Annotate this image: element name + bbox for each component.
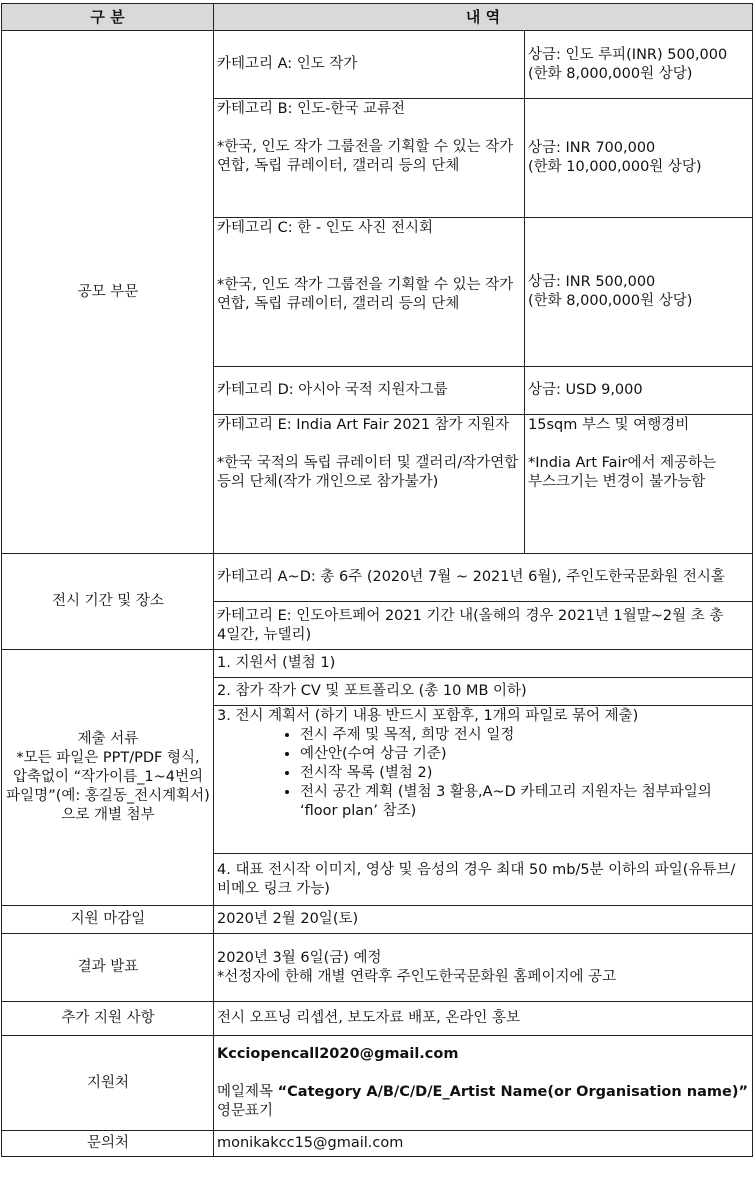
list-item: • 전시 공간 계획 (별첨 3 활용,A~D 카테고리 지원자는 첨부파일의 ‘floor plan’ 참조) [300,783,750,821]
deadline-label: 지원 마감일 [2,906,214,934]
documents-item-3-cell [214,706,753,854]
documents-label-note: *모든 파일은 PPT/PDF 형식, 압축없이 “작가이름_1~4번의 파일명”(예: 홍길동_전시계획서) 으로 개별 첨부 [6,750,210,823]
documents-item-1: 1. 지원서 (별첨 1) [214,650,753,678]
list-item: • 예산안(수여 상금 기준) [300,745,750,764]
documents-label: 제출 서류 [77,731,139,747]
category-e-name: 카테고리 E: India Art Fair 2021 참가 지원자 [217,417,510,433]
result-cell [214,934,753,1002]
support-value: 전시 오프닝 리셉션, 보도자료 배포, 온라인 홍보 [214,1002,753,1036]
apply-subject-prefix: 메일제목 [217,1084,278,1100]
apply-label: 지원처 [2,1036,214,1131]
table-row [2,906,753,934]
documents-item-3-list [217,726,750,821]
table-row [2,1036,753,1131]
apply-email[interactable]: Kcciopencall2020@gmail.com [217,1046,459,1062]
category-d-prize: 상금: USD 9,000 [525,367,753,415]
category-b-cell [214,99,525,218]
list-item: • 전시작 목록 (별첨 2) [300,764,750,783]
category-e-note: *한국 국적의 독립 큐레이터 및 갤러리/작가연합 등의 단체(작가 개인으로 참가불가) [217,455,519,490]
header-details: 내 역 [214,4,753,31]
category-b-note: *한국, 인도 작가 그룹전을 기획할 수 있는 작가 연합, 독립 큐레이터, 갤러리 등의 단체 [217,139,514,174]
category-a-prize-line: 상금: 인도 루피(INR) 500,000 [528,46,728,63]
category-e-prize-note: *India Art Fair에서 제공하는 부스크기는 변경이 불가능함 [528,455,717,490]
category-a-name: 카테고리 A: 인도 작가 [214,31,525,99]
category-a-prize-line: (한화 8,000,000원 상당) [528,65,693,82]
apply-subject-line [217,1083,750,1121]
table-header-row [2,4,753,31]
documents-item-3: 3. 전시 계획서 (하기 내용 반드시 포함후, 1개의 파일로 묶어 제출) [217,708,639,724]
result-label: 결과 발표 [2,934,214,1002]
support-label: 추가 지원 사항 [2,1002,214,1036]
contest-label: 공모 부문 [2,31,214,554]
category-b-prize-line: 상금: INR 700,000 [528,140,656,156]
category-c-cell [214,218,525,367]
header-category: 구 분 [2,4,214,31]
list-item: • 전시 주제 및 목적, 희망 전시 일정 [300,726,750,745]
contact-label: 문의처 [2,1131,214,1157]
table-row [2,650,753,678]
result-value: 2020년 3월 6일(금) 예정 [217,949,382,966]
application-info-table [1,3,753,1157]
table-row [2,1131,753,1157]
table-row [2,31,753,99]
category-b-prize [525,99,753,218]
period-label: 전시 기간 및 장소 [2,554,214,650]
category-c-name: 카테고리 C: 한 - 인도 사진 전시회 [217,220,433,236]
documents-label-cell [2,650,214,906]
category-b-name: 카테고리 B: 인도-한국 교류전 [217,101,405,117]
category-c-prize-line: 상금: INR 500,000 [528,274,656,290]
period-item-2: 카테고리 E: 인도아트페어 2021 기간 내(올해의 경우 2021년 1월말~2월 초 총 4일간, 뉴델리) [214,602,753,650]
documents-item-2: 2. 참가 작가 CV 및 포트폴리오 (총 10 MB 이하) [214,678,753,706]
category-d-name: 카테고리 D: 아시아 국적 지원자그룹 [214,367,525,415]
category-b-prize-line: (한화 10,000,000원 상당) [528,159,702,175]
apply-cell [214,1036,753,1131]
category-a-prize [525,31,753,99]
category-e-cell [214,415,525,554]
period-item-1: 카테고리 A~D: 총 6주 (2020년 7월 ~ 2021년 6월), 주인도한국문화원 전시홀 [214,554,753,602]
result-note: *선정자에 한해 개별 연락후 주인도한국문화원 홈페이지에 공고 [217,968,617,985]
table-row [2,934,753,1002]
category-c-prize-line: (한화 8,000,000원 상당) [528,293,693,309]
table-row [2,1002,753,1036]
documents-item-4: 4. 대표 전시작 이미지, 영상 및 음성의 경우 최대 50 mb/5분 이하의 파일(유튜브/비메오 링크 가능) [214,854,753,906]
deadline-value: 2020년 2월 20일(토) [214,906,753,934]
category-e-prize: 15sqm 부스 및 여행경비 [528,417,690,433]
apply-subject: “Category A/B/C/D/E_Artist Name(or Organisation name)” [277,1084,748,1100]
category-c-note: *한국, 인도 작가 그룹전을 기획할 수 있는 작가 연합, 독립 큐레이터, 갤러리 등의 단체 [217,277,514,312]
contact-value[interactable]: monikakcc15@gmail.com [214,1131,753,1157]
category-e-prize-cell [525,415,753,554]
apply-subject-suffix: 영문표기 [217,1103,274,1119]
table-row [2,554,753,602]
category-c-prize [525,218,753,367]
